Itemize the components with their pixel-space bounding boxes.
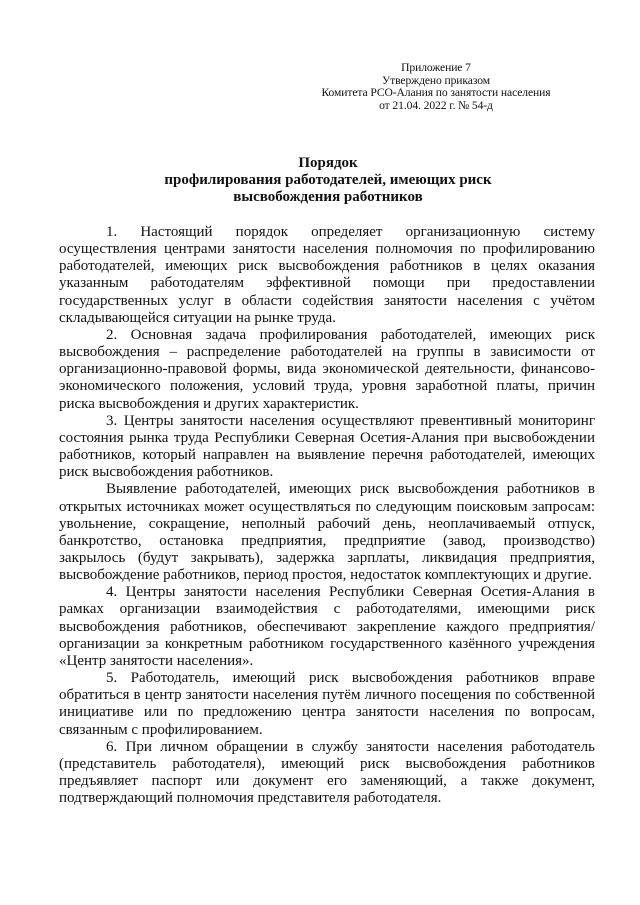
committee-name: Комитета РСО-Алания по занятости населения	[321, 86, 551, 100]
paragraph-5: 5. Работодатель, имеющий риск высвобождения работников вправе обратиться в центр занятости населения путём личного посещения по собственной инициативе или по предложению центра занятости населения по вопросам, связанным с профилированием.	[59, 670, 595, 738]
title-line-1: Порядок	[298, 155, 358, 171]
title-line-2: профилирования работодателей, имеющих риск	[164, 172, 492, 188]
approved-by-order: Утверждено приказом	[382, 73, 490, 87]
paragraph-4: 4. Центры занятости населения Республики Северная Осетия-Алания в рамках организации взаимодействия с работодателями, имеющими риск высвобождения работников, обеспечивают закрепление каждого предприятия/организации за конкретным работником государственного казённого учреждения «Центр занятости населения».	[59, 584, 595, 669]
order-date-number: от 21.04. 2022 г. № 54-д	[379, 98, 493, 112]
paragraph-3-continued: Выявление работодателей, имеющих риск высвобождения работников в открытых источниках может осуществляться по следующим поисковым запросам: увольнение, сокращение, неполный рабочий день, неоплачиваемый отпуск, банкротство, остановка предприятия, предприятие (завод, производство) закрылось (будут закрывать), задержка зарплаты, ликвидация предприятия, высвобождение работников, период простоя, недостаток комплектующих и другие.	[59, 481, 595, 584]
appendix-number: Приложение 7	[401, 61, 471, 74]
paragraph-6: 6. При личном обращении в службу занятости населения работодатель (представитель работодателя), имеющий риск высвобождения работников предъявляет паспорт или документ его заменяющий, а также документ, подтверждающий полномочия представителя работодателя.	[59, 738, 595, 807]
paragraph-3: 3. Центры занятости населения осуществляют превентивный мониторинг состояния рынка труда Республики Северная Осетия-Алания при высвобождении работников, который направлен на выявление перечня работодателей, имеющих риск высвобождения работников.	[59, 412, 595, 481]
title-line-3: высвобождения работников	[233, 189, 423, 205]
document-body	[59, 224, 595, 807]
document-title	[60, 155, 596, 206]
paragraph-2: 2. Основная задача профилирования работодателей, имеющих риск высвобождения – распределение работодателей на группы в зависимости от организационно-правовой формы, вида экономической деятельности, финансово-экономического положения, условий труда, уровня заработной платы, причин риска высвобождения и других характеристик.	[59, 326, 595, 412]
paragraph-1: 1. Настоящий порядок определяет организационную систему осуществления центрами занятости населения полномочия по профилированию работодателей, имеющих риск высвобождения работников в целях оказания указанным работодателям эффективной помощи при предоставлении государственных услуг в области содействия занятости населения с учётом складывающейся ситуации на рынке труда.	[59, 224, 595, 326]
approval-header	[300, 62, 572, 112]
